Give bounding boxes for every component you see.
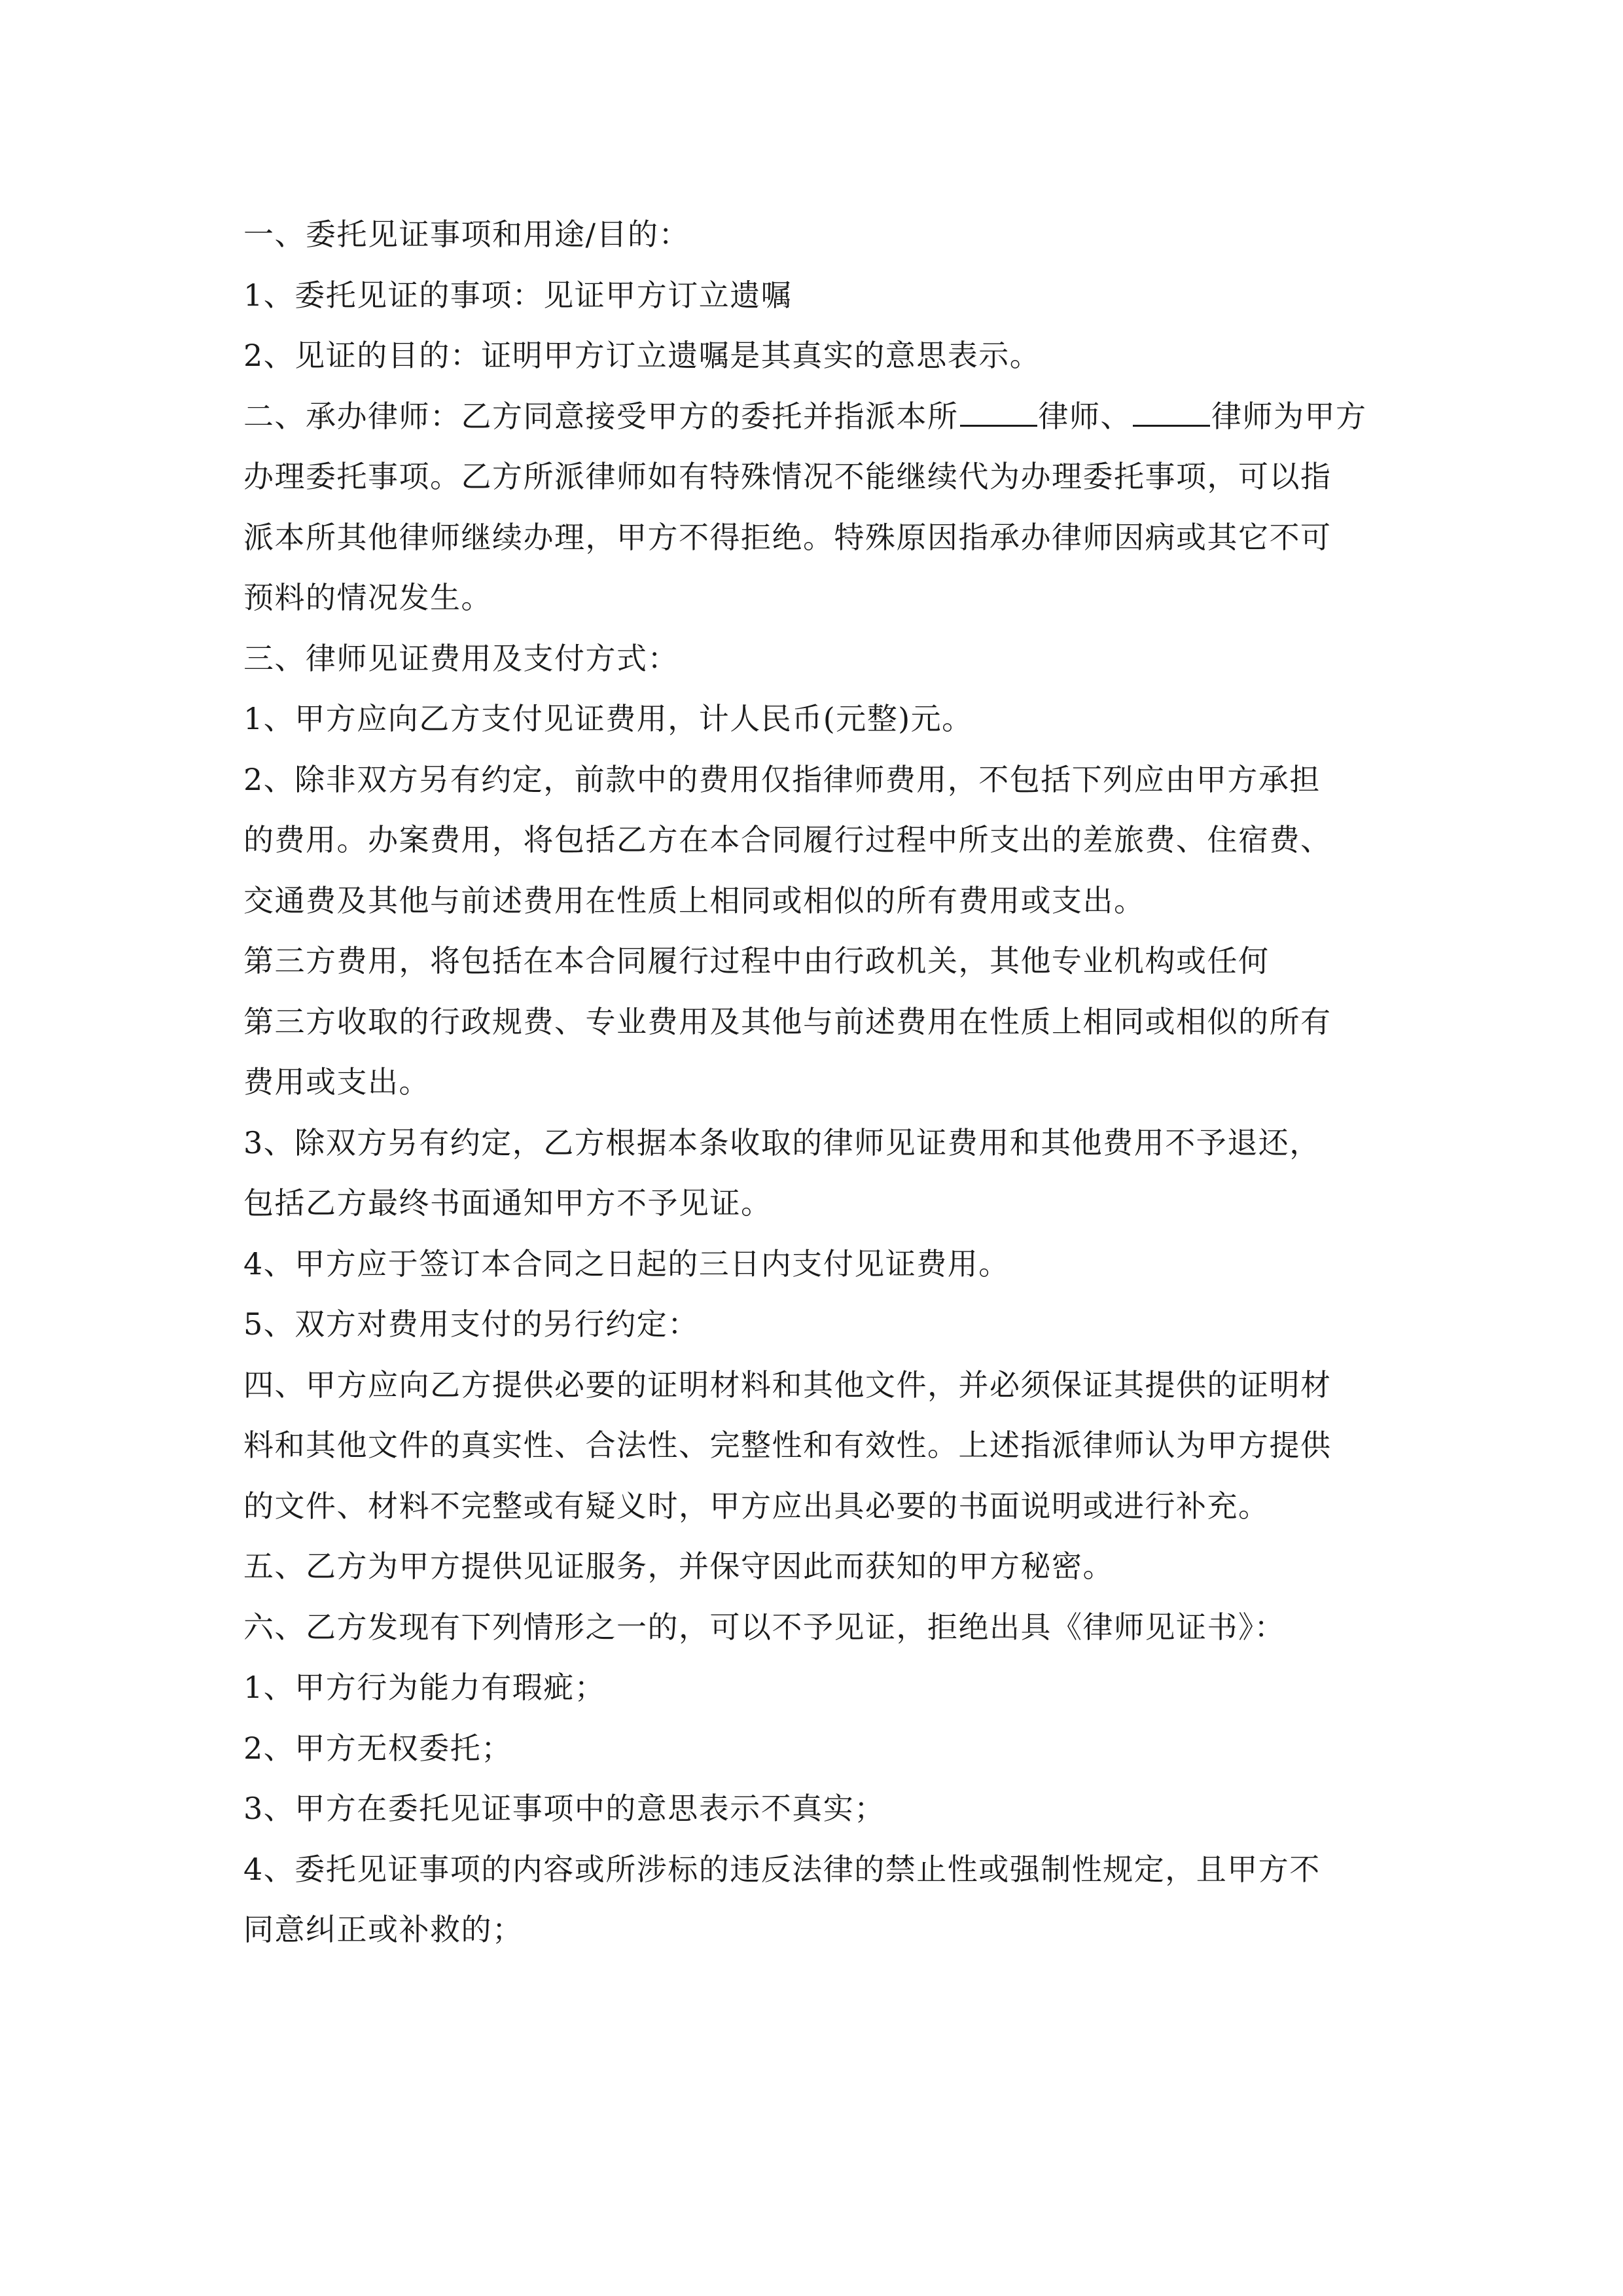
text-line: 第三方费用，将包括在本合同履行过程中由行政机关，其他专业机构或任何 (243, 943, 1270, 978)
text-line: 的文件、材料不完整或有疑义时，甲方应出具必要的书面说明或进行补充。 (243, 1488, 1270, 1524)
text-line: 料和其他文件的真实性、合法性、完整性和有效性。上述指派律师认为甲方提供 (243, 1427, 1332, 1463)
line-segment: 律师为甲方 (1211, 398, 1367, 434)
text-line: 2、见证的目的：证明甲方订立遗嘱是其真实的意思表示。 (243, 338, 1041, 373)
line-segment: 律师、 (1038, 398, 1132, 434)
text-line: 3、除双方另有约定，乙方根据本条收取的律师见证费用和其他费用不予退还， (243, 1124, 1321, 1160)
text-line: 五、乙方为甲方提供见证服务，并保守因此而获知的甲方秘密。 (243, 1549, 1114, 1584)
text-line: 交通费及其他与前述费用在性质上相同或相似的所有费用或支出。 (243, 882, 1145, 918)
blank-underline (960, 399, 1037, 427)
text-line: 4、甲方应于签订本合同之日起的三日内支付见证费用。 (243, 1246, 1010, 1282)
text-line: 同意纠正或补救的； (243, 1912, 524, 1947)
text-line: 2、甲方无权委托； (243, 1730, 512, 1766)
text-line: 六、乙方发现有下列情形之一的，可以不予见证，拒绝出具《律师见证书》： (243, 1609, 1285, 1645)
text-line: 四、甲方应向乙方提供必要的证明材料和其他文件，并必须保证其提供的证明材 (243, 1367, 1332, 1403)
text-line: 5、双方对费用支付的另行约定： (243, 1306, 699, 1342)
text-line: 2、除非双方另有约定，前款中的费用仅指律师费用，不包括下列应由甲方承担 (243, 761, 1321, 797)
text-line: 1、委托见证的事项：见证甲方订立遗嘱 (243, 277, 793, 313)
text-line: 1、甲方行为能力有瑕疵； (243, 1670, 606, 1705)
text-line: 第三方收取的行政规费、专业费用及其他与前述费用在性质上相同或相似的所有 (243, 1003, 1332, 1039)
line-segment: 二、承办律师：乙方同意接受甲方的委托并指派本所 (243, 398, 959, 434)
text-line: 3、甲方在委托见证事项中的意思表示不真实； (243, 1791, 885, 1826)
text-line-with-blanks (243, 386, 1385, 447)
text-line: 三、律师见证费用及支付方式： (243, 640, 679, 676)
text-line: 1、甲方应向乙方支付见证费用，计人民币(元整)元。 (243, 701, 973, 736)
text-line: 一、委托见证事项和用途/目的： (243, 217, 690, 252)
text-line: 费用或支出。 (243, 1064, 430, 1100)
text-line: 的费用。办案费用，将包括乙方在本合同履行过程中所支出的差旅费、住宿费、 (243, 822, 1332, 857)
document-body (243, 204, 1385, 1960)
text-line: 预料的情况发生。 (243, 580, 492, 615)
text-line: 办理委托事项。乙方所派律师如有特殊情况不能继续代为办理委托事项，可以指 (243, 459, 1332, 494)
text-line: 包括乙方最终书面通知甲方不予见证。 (243, 1185, 772, 1221)
text-line: 派本所其他律师继续办理，甲方不得拒绝。特殊原因指承办律师因病或其它不可 (243, 519, 1332, 555)
text-line: 4、委托见证事项的内容或所涉标的违反法律的禁止性或强制性规定，且甲方不 (243, 1851, 1321, 1887)
blank-underline (1133, 399, 1210, 427)
